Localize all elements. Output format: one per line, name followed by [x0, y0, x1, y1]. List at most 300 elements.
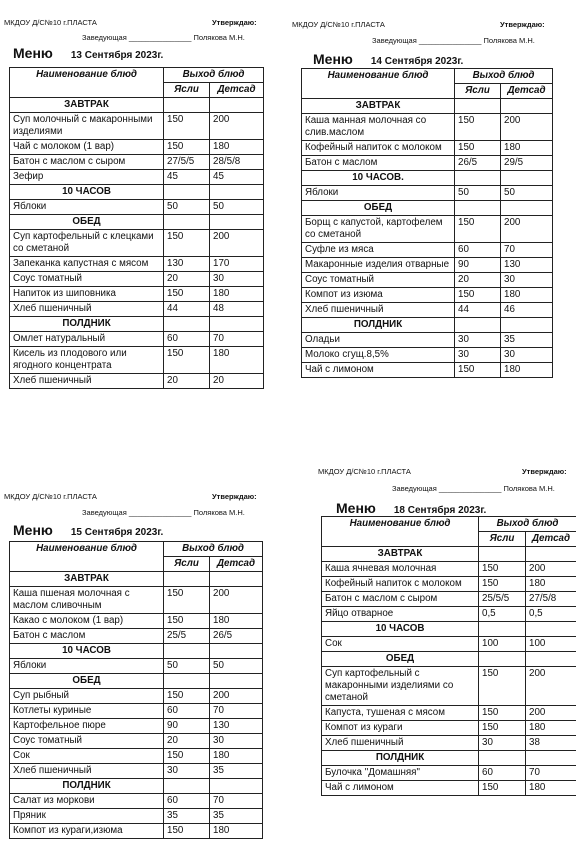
dish-row — [10, 704, 263, 719]
section-title: ПОЛДНИК — [322, 751, 479, 766]
dish-row — [10, 749, 263, 764]
section-row — [322, 622, 576, 637]
empty-cell — [210, 98, 264, 113]
kindergarten-portion: 180 — [210, 749, 263, 764]
dish-name: Яблоки — [302, 186, 455, 201]
dish-row — [302, 363, 553, 378]
kindergarten-portion: 27/5/8 — [526, 592, 576, 607]
empty-cell — [501, 171, 553, 186]
kindergarten-portion: 180 — [501, 141, 553, 156]
nursery-portion: 150 — [479, 706, 526, 721]
nursery-portion: 150 — [455, 114, 501, 141]
dish-row — [302, 258, 553, 273]
dish-row — [302, 288, 553, 303]
empty-cell — [164, 98, 210, 113]
nursery-column-header: Ясли — [479, 532, 526, 547]
dish-name: Батон с маслом с сыром — [322, 592, 479, 607]
dish-row — [10, 140, 264, 155]
org-name: МКДОУ Д/С№10 г.ПЛАСТА — [4, 18, 97, 27]
nursery-portion: 0,5 — [479, 607, 526, 622]
section-row — [302, 201, 553, 216]
nursery-portion: 50 — [455, 186, 501, 201]
kindergarten-portion: 30 — [210, 272, 264, 287]
empty-cell — [164, 779, 210, 794]
kindergarten-portion: 180 — [526, 577, 576, 592]
kindergarten-portion: 30 — [210, 734, 263, 749]
dish-name: Кофейный напиток с молоком — [302, 141, 455, 156]
section-title: ЗАВТРАК — [10, 98, 164, 113]
nursery-portion: 20 — [455, 273, 501, 288]
dish-column-header: Наименование блюд — [302, 69, 455, 99]
kindergarten-portion: 30 — [501, 273, 553, 288]
menu-table — [301, 68, 553, 378]
kindergarten-portion: 180 — [210, 140, 264, 155]
section-row — [302, 171, 553, 186]
dish-name: Молоко сгущ.8,5% — [302, 348, 455, 363]
dish-name: Каша ячневая молочная — [322, 562, 479, 577]
dish-row — [10, 302, 264, 317]
empty-cell — [210, 674, 263, 689]
head-label: Заведующая _______________ Полякова М.Н. — [82, 508, 245, 517]
dish-row — [322, 607, 576, 622]
section-title: ОБЕД — [10, 215, 164, 230]
dish-row — [10, 659, 263, 674]
kindergarten-portion: 180 — [501, 288, 553, 303]
org-name: МКДОУ Д/С№10 г.ПЛАСТА — [4, 492, 97, 501]
approve-label: Утверждаю: — [522, 467, 567, 476]
section-row — [10, 185, 264, 200]
yield-column-header: Выход блюд — [455, 69, 553, 84]
empty-cell — [455, 201, 501, 216]
dish-name: Хлеб пшеничный — [10, 374, 164, 389]
dish-name: Суфле из мяса — [302, 243, 455, 258]
dish-row — [302, 114, 553, 141]
dish-name: Хлеб пшеничный — [10, 764, 164, 779]
kindergarten-portion: 200 — [501, 114, 553, 141]
dish-name: Суп картофельный с клецками со сметаной — [10, 230, 164, 257]
dish-row — [10, 794, 263, 809]
org-name: МКДОУ Д/С№10 г.ПЛАСТА — [292, 20, 385, 29]
dish-name: Суп рыбный — [10, 689, 164, 704]
menu-title: Меню 14 Сентября 2023г. — [313, 51, 464, 67]
section-row — [302, 99, 553, 114]
dish-row — [10, 257, 264, 272]
dish-row — [302, 141, 553, 156]
dish-row — [10, 272, 264, 287]
kindergarten-portion: 45 — [210, 170, 264, 185]
section-row — [10, 317, 264, 332]
dish-row — [322, 706, 576, 721]
kindergarten-portion: 48 — [210, 302, 264, 317]
section-title: ЗАВТРАК — [322, 547, 479, 562]
dish-name: Борщ с капустой, картофелем со сметаной — [302, 216, 455, 243]
empty-cell — [479, 652, 526, 667]
dish-row — [10, 332, 264, 347]
nursery-portion: 25/5/5 — [479, 592, 526, 607]
dish-row — [302, 243, 553, 258]
head-label: Заведующая _______________ Полякова М.Н. — [392, 484, 555, 493]
dish-row — [10, 719, 263, 734]
dish-name: Суп молочный с макаронными изделиями — [10, 113, 164, 140]
dish-row — [10, 155, 264, 170]
empty-cell — [526, 622, 576, 637]
menu-title: Меню 15 Сентября 2023г. — [13, 522, 164, 538]
kindergarten-portion: 170 — [210, 257, 264, 272]
empty-cell — [479, 622, 526, 637]
nursery-portion: 20 — [164, 272, 210, 287]
header-row — [10, 68, 264, 83]
nursery-portion: 150 — [164, 689, 210, 704]
dish-name: Кофейный напиток с молоком — [322, 577, 479, 592]
kindergarten-portion: 70 — [210, 794, 263, 809]
section-title: ОБЕД — [302, 201, 455, 216]
kindergarten-portion: 35 — [210, 764, 263, 779]
kindergarten-column-header: Детсад — [210, 83, 264, 98]
dish-row — [322, 667, 576, 706]
nursery-portion: 25/5 — [164, 629, 210, 644]
dish-name: Батон с маслом с сыром — [10, 155, 164, 170]
nursery-portion: 150 — [455, 363, 501, 378]
nursery-portion: 150 — [164, 614, 210, 629]
nursery-portion: 150 — [164, 287, 210, 302]
kindergarten-portion: 0,5 — [526, 607, 576, 622]
dish-name: Суп картофельный с макаронными изделиями со сметаной — [322, 667, 479, 706]
empty-cell — [210, 572, 263, 587]
empty-cell — [210, 779, 263, 794]
nursery-portion: 30 — [164, 764, 210, 779]
empty-cell — [479, 751, 526, 766]
empty-cell — [526, 547, 576, 562]
section-title: 10 ЧАСОВ — [10, 185, 164, 200]
head-label: Заведующая _______________ Полякова М.Н. — [82, 33, 245, 42]
kindergarten-portion: 38 — [526, 736, 576, 751]
kindergarten-portion: 180 — [501, 363, 553, 378]
approve-label: Утверждаю: — [212, 492, 257, 501]
dish-row — [322, 781, 576, 796]
nursery-portion: 150 — [164, 113, 210, 140]
kindergarten-portion: 50 — [501, 186, 553, 201]
dish-row — [10, 809, 263, 824]
menu-table — [321, 516, 576, 796]
dish-row — [10, 170, 264, 185]
dish-name: Батон с маслом — [302, 156, 455, 171]
dish-row — [302, 216, 553, 243]
section-row — [10, 779, 263, 794]
dish-name: Котлеты куриные — [10, 704, 164, 719]
section-row — [302, 318, 553, 333]
kindergarten-portion: 200 — [526, 706, 576, 721]
dish-name: Яйцо отварное — [322, 607, 479, 622]
dish-name: Соус томатный — [10, 272, 164, 287]
yield-column-header: Выход блюд — [479, 517, 576, 532]
header-row — [322, 517, 576, 532]
head-label: Заведующая _______________ Полякова М.Н. — [372, 36, 535, 45]
yield-column-header: Выход блюд — [164, 68, 264, 83]
section-title: 10 ЧАСОВ — [10, 644, 164, 659]
dish-row — [10, 689, 263, 704]
dish-row — [302, 156, 553, 171]
nursery-portion: 44 — [164, 302, 210, 317]
section-title: ПОЛДНИК — [10, 317, 164, 332]
dish-row — [10, 374, 264, 389]
kindergarten-portion: 200 — [210, 689, 263, 704]
kindergarten-portion: 200 — [526, 667, 576, 706]
empty-cell — [455, 318, 501, 333]
section-title: ОБЕД — [322, 652, 479, 667]
dish-name: Компот из изюма — [302, 288, 455, 303]
empty-cell — [501, 99, 553, 114]
section-row — [322, 751, 576, 766]
dish-row — [302, 333, 553, 348]
dish-name: Булочка "Домашняя" — [322, 766, 479, 781]
nursery-portion: 150 — [164, 347, 210, 374]
yield-column-header: Выход блюд — [164, 542, 263, 557]
kindergarten-column-header: Детсад — [210, 557, 263, 572]
section-title: ЗАВТРАК — [302, 99, 455, 114]
dish-name: Салат из моркови — [10, 794, 164, 809]
section-row — [10, 644, 263, 659]
kindergarten-portion: 180 — [526, 781, 576, 796]
dish-name: Компот из кураги — [322, 721, 479, 736]
nursery-portion: 150 — [164, 749, 210, 764]
nursery-portion: 150 — [455, 141, 501, 156]
dish-name: Хлеб пшеничный — [322, 736, 479, 751]
empty-cell — [164, 215, 210, 230]
dish-row — [322, 562, 576, 577]
dish-column-header: Наименование блюд — [10, 542, 164, 572]
menu-title: Меню 18 Сентября 2023г. — [336, 500, 487, 516]
dish-name: Оладьи — [302, 333, 455, 348]
dish-row — [302, 273, 553, 288]
nursery-column-header: Ясли — [455, 84, 501, 99]
dish-name: Сок — [322, 637, 479, 652]
empty-cell — [479, 547, 526, 562]
nursery-portion: 150 — [479, 721, 526, 736]
dish-row — [10, 614, 263, 629]
kindergarten-portion: 50 — [210, 200, 264, 215]
nursery-portion: 60 — [455, 243, 501, 258]
dish-row — [10, 587, 263, 614]
dish-name: Яблоки — [10, 659, 164, 674]
nursery-portion: 90 — [455, 258, 501, 273]
nursery-portion: 150 — [479, 781, 526, 796]
empty-cell — [210, 644, 263, 659]
empty-cell — [526, 652, 576, 667]
dish-name: Кисель из плодового или ягодного концентрата — [10, 347, 164, 374]
dish-row — [10, 287, 264, 302]
dish-name: Батон с маслом — [10, 629, 164, 644]
kindergarten-portion: 70 — [210, 704, 263, 719]
menu-title: Меню 13 Сентября 2023г. — [13, 45, 164, 61]
approve-label: Утверждаю: — [500, 20, 545, 29]
dish-row — [10, 824, 263, 839]
nursery-portion: 60 — [164, 704, 210, 719]
dish-name: Соус томатный — [10, 734, 164, 749]
empty-cell — [455, 171, 501, 186]
dish-name: Макаронные изделия отварные — [302, 258, 455, 273]
dish-name: Какао с молоком (1 вар) — [10, 614, 164, 629]
kindergarten-portion: 50 — [210, 659, 263, 674]
empty-cell — [164, 674, 210, 689]
empty-cell — [501, 201, 553, 216]
dish-column-header: Наименование блюд — [322, 517, 479, 547]
dish-name: Запеканка капустная с мясом — [10, 257, 164, 272]
dish-name: Чай с лимоном — [322, 781, 479, 796]
nursery-portion: 150 — [455, 288, 501, 303]
section-title: ПОЛДНИК — [302, 318, 455, 333]
dish-name: Хлеб пшеничный — [10, 302, 164, 317]
empty-cell — [210, 185, 264, 200]
kindergarten-portion: 35 — [210, 809, 263, 824]
nursery-portion: 20 — [164, 734, 210, 749]
kindergarten-portion: 130 — [501, 258, 553, 273]
dish-row — [322, 766, 576, 781]
nursery-portion: 30 — [455, 348, 501, 363]
section-title: 10 ЧАСОВ — [322, 622, 479, 637]
nursery-portion: 30 — [479, 736, 526, 751]
nursery-portion: 60 — [164, 794, 210, 809]
kindergarten-portion: 70 — [210, 332, 264, 347]
kindergarten-portion: 180 — [210, 287, 264, 302]
empty-cell — [210, 317, 264, 332]
dish-name: Напиток из шиповника — [10, 287, 164, 302]
kindergarten-portion: 200 — [501, 216, 553, 243]
kindergarten-column-header: Детсад — [501, 84, 553, 99]
dish-name: Омлет натуральный — [10, 332, 164, 347]
nursery-portion: 150 — [164, 824, 210, 839]
kindergarten-portion: 200 — [210, 230, 264, 257]
kindergarten-portion: 180 — [526, 721, 576, 736]
kindergarten-portion: 200 — [210, 587, 263, 614]
section-row — [10, 572, 263, 587]
nursery-portion: 150 — [479, 577, 526, 592]
kindergarten-portion: 28/5/8 — [210, 155, 264, 170]
dish-row — [10, 347, 264, 374]
kindergarten-portion: 70 — [526, 766, 576, 781]
dish-name: Компот из кураги,изюма — [10, 824, 164, 839]
approve-label: Утверждаю: — [212, 18, 257, 27]
org-name: МКДОУ Д/С№10 г.ПЛАСТА — [318, 467, 411, 476]
kindergarten-portion: 130 — [210, 719, 263, 734]
nursery-portion: 150 — [479, 667, 526, 706]
kindergarten-portion: 180 — [210, 614, 263, 629]
dish-row — [302, 348, 553, 363]
kindergarten-portion: 180 — [210, 824, 263, 839]
header-row — [10, 542, 263, 557]
section-title: ОБЕД — [10, 674, 164, 689]
menu-table — [9, 67, 264, 389]
kindergarten-portion: 200 — [210, 113, 264, 140]
section-row — [10, 215, 264, 230]
nursery-portion: 27/5/5 — [164, 155, 210, 170]
empty-cell — [164, 185, 210, 200]
empty-cell — [501, 318, 553, 333]
section-row — [10, 98, 264, 113]
section-title: ЗАВТРАК — [10, 572, 164, 587]
nursery-portion: 60 — [479, 766, 526, 781]
kindergarten-portion: 30 — [501, 348, 553, 363]
dish-name: Капуста, тушеная с мясом — [322, 706, 479, 721]
kindergarten-column-header: Детсад — [526, 532, 576, 547]
kindergarten-portion: 26/5 — [210, 629, 263, 644]
nursery-portion: 150 — [479, 562, 526, 577]
dish-row — [322, 577, 576, 592]
dish-row — [10, 113, 264, 140]
dish-name: Зефир — [10, 170, 164, 185]
dish-row — [10, 629, 263, 644]
dish-name: Сок — [10, 749, 164, 764]
nursery-portion: 130 — [164, 257, 210, 272]
nursery-portion: 90 — [164, 719, 210, 734]
nursery-column-header: Ясли — [164, 557, 210, 572]
empty-cell — [455, 99, 501, 114]
nursery-portion: 26/5 — [455, 156, 501, 171]
nursery-portion: 150 — [164, 587, 210, 614]
header-row — [302, 69, 553, 84]
section-title: 10 ЧАСОВ. — [302, 171, 455, 186]
dish-row — [10, 764, 263, 779]
dish-name: Хлеб пшеничный — [302, 303, 455, 318]
empty-cell — [164, 317, 210, 332]
nursery-portion: 150 — [164, 140, 210, 155]
kindergarten-portion: 180 — [210, 347, 264, 374]
kindergarten-portion: 70 — [501, 243, 553, 258]
kindergarten-portion: 35 — [501, 333, 553, 348]
nursery-portion: 45 — [164, 170, 210, 185]
dish-name: Пряник — [10, 809, 164, 824]
nursery-portion: 30 — [455, 333, 501, 348]
nursery-column-header: Ясли — [164, 83, 210, 98]
dish-name: Каша пшеная молочная с маслом сливочным — [10, 587, 164, 614]
nursery-portion: 60 — [164, 332, 210, 347]
section-row — [322, 547, 576, 562]
kindergarten-portion: 100 — [526, 637, 576, 652]
dish-row — [322, 637, 576, 652]
dish-row — [10, 734, 263, 749]
dish-name: Чай с молоком (1 вар) — [10, 140, 164, 155]
dish-name: Соус томатный — [302, 273, 455, 288]
nursery-portion: 44 — [455, 303, 501, 318]
dish-name: Чай с лимоном — [302, 363, 455, 378]
kindergarten-portion: 29/5 — [501, 156, 553, 171]
nursery-portion: 20 — [164, 374, 210, 389]
dish-row — [302, 303, 553, 318]
nursery-portion: 100 — [479, 637, 526, 652]
dish-name: Картофельное пюре — [10, 719, 164, 734]
section-title: ПОЛДНИК — [10, 779, 164, 794]
dish-row — [10, 200, 264, 215]
kindergarten-portion: 46 — [501, 303, 553, 318]
nursery-portion: 50 — [164, 659, 210, 674]
dish-column-header: Наименование блюд — [10, 68, 164, 98]
dish-row — [10, 230, 264, 257]
dish-name: Яблоки — [10, 200, 164, 215]
kindergarten-portion: 200 — [526, 562, 576, 577]
dish-row — [322, 721, 576, 736]
menu-table — [9, 541, 263, 839]
dish-name: Каша манная молочная со слив.маслом — [302, 114, 455, 141]
empty-cell — [164, 572, 210, 587]
nursery-portion: 50 — [164, 200, 210, 215]
section-row — [322, 652, 576, 667]
dish-row — [322, 592, 576, 607]
nursery-portion: 150 — [455, 216, 501, 243]
empty-cell — [210, 215, 264, 230]
empty-cell — [526, 751, 576, 766]
section-row — [10, 674, 263, 689]
nursery-portion: 35 — [164, 809, 210, 824]
kindergarten-portion: 20 — [210, 374, 264, 389]
